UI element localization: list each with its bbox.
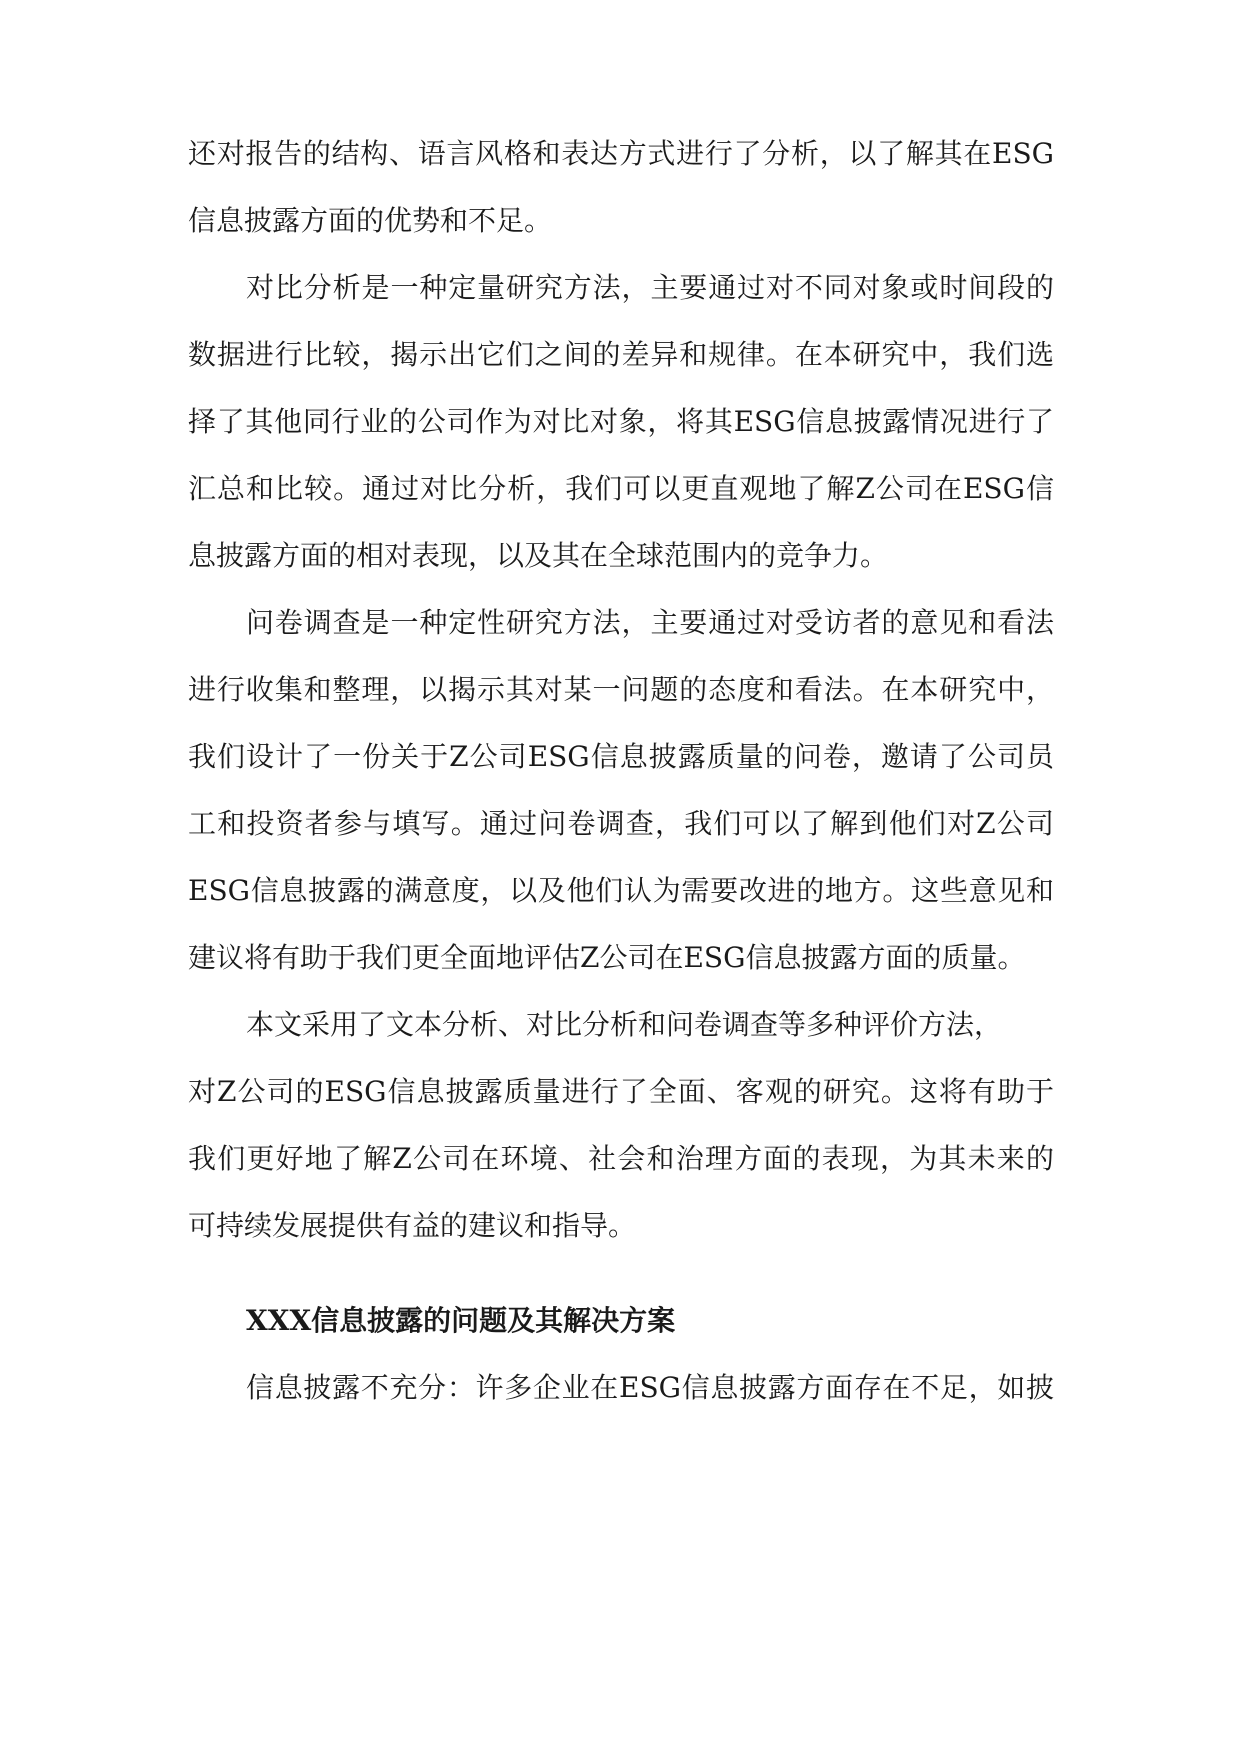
section-heading: XXX信息披露的问题及其解决方案: [246, 1304, 676, 1337]
paragraph-line: 息披露方面的相对表现，以及其在全球范围内的竞争力。: [188, 539, 889, 572]
paragraph-line: 信息披露不充分：许多企业在ESG信息披露方面存在不足，如披: [246, 1371, 1054, 1404]
paragraph-line: 汇总和比较。通过对比分析，我们可以更直观地了解Z公司在ESG信: [188, 472, 1054, 505]
paragraph-line: 对比分析是一种定量研究方法，主要通过对不同对象或时间段的: [246, 271, 1054, 304]
paragraph-line: 对Z公司的ESG信息披露质量进行了全面、客观的研究。这将有助于: [188, 1075, 1054, 1108]
paragraph-line: 本文采用了文本分析、对比分析和问卷调查等多种评价方法，: [246, 1008, 1003, 1041]
paragraph-line: 可持续发展提供有益的建议和指导。: [188, 1209, 637, 1242]
paragraph-line: 择了其他同行业的公司作为对比对象，将其ESG信息披露情况进行了: [188, 405, 1054, 438]
paragraph-line: 还对报告的结构、语言风格和表达方式进行了分析，以了解其在ESG: [188, 137, 1054, 170]
paragraph-line: 建议将有助于我们更全面地评估Z公司在ESG信息披露方面的质量。: [188, 941, 1026, 974]
paragraph-line: 工和投资者参与填写。通过问卷调查，我们可以了解到他们对Z公司: [188, 807, 1054, 840]
paragraph-line: 问卷调查是一种定性研究方法，主要通过对受访者的意见和看法: [246, 606, 1054, 639]
paragraph-line: 我们更好地了解Z公司在环境、社会和治理方面的表现，为其未来的: [188, 1142, 1054, 1175]
paragraph-line: 我们设计了一份关于Z公司ESG信息披露质量的问卷，邀请了公司员: [188, 740, 1054, 773]
paragraph-line: 进行收集和整理，以揭示其对某一问题的态度和看法。在本研究中，: [188, 673, 1054, 706]
paragraph-line: 数据进行比较，揭示出它们之间的差异和规律。在本研究中，我们选: [188, 338, 1054, 371]
paragraph-line: 信息披露方面的优势和不足。: [188, 204, 553, 237]
paragraph-line: ESG信息披露的满意度，以及他们认为需要改进的地方。这些意见和: [188, 874, 1054, 907]
